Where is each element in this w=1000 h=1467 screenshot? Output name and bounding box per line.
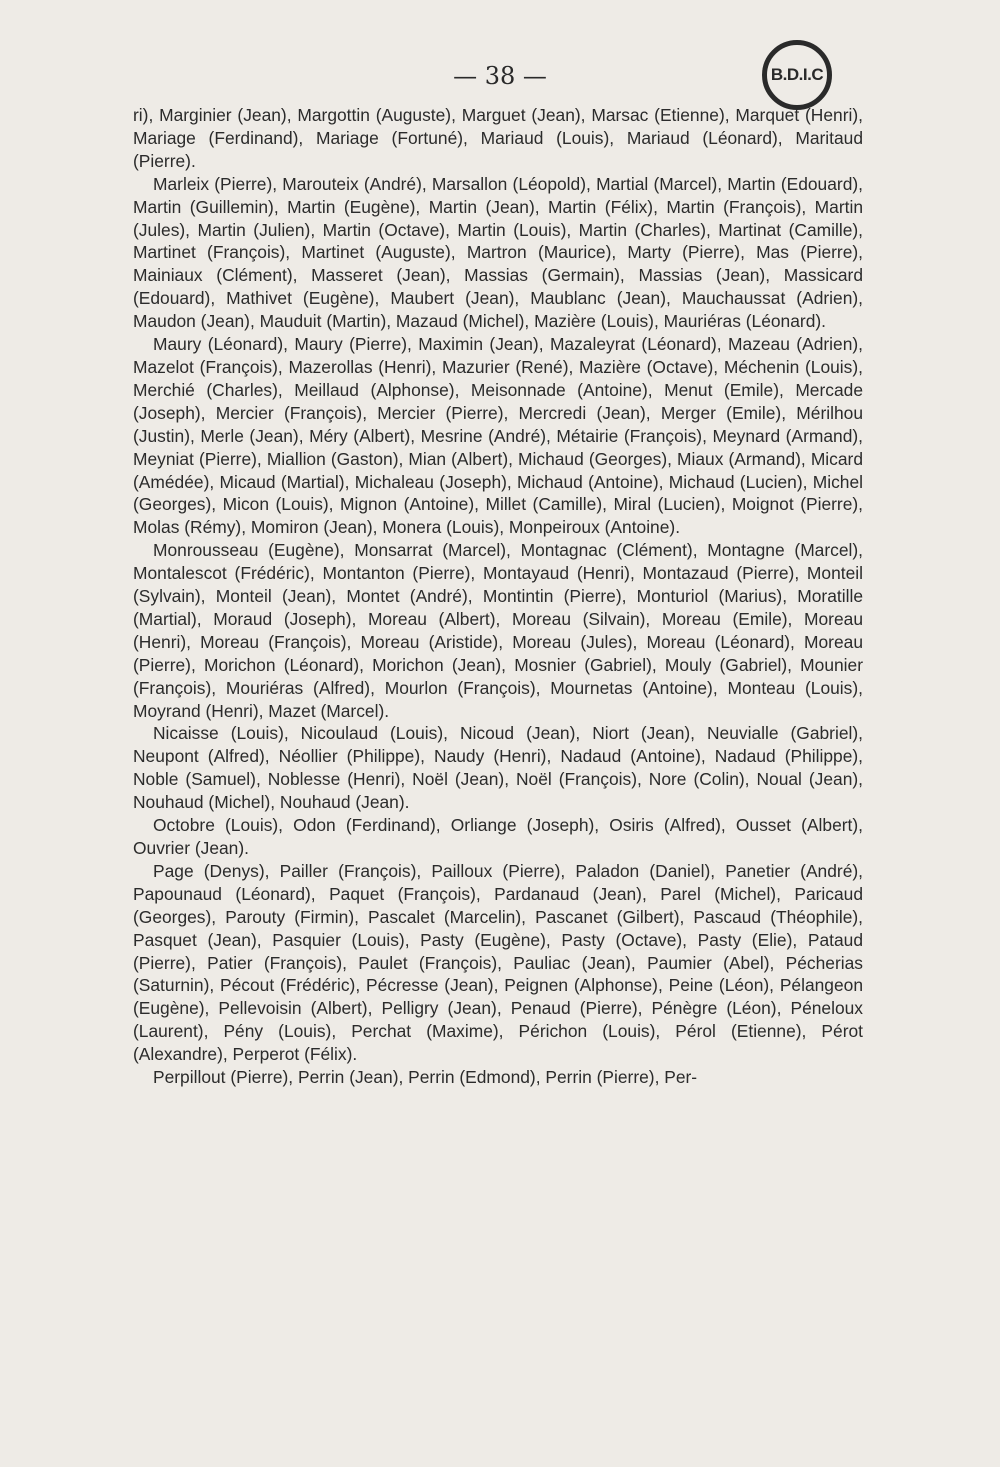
paragraph-pa-pe: Page (Denys), Pailler (François), Pailloux (Pierre), Paladon (Daniel), Panetier (André), Papounaud (Léonard), Paquet (François), Pardanaud (Jean), Parel (Michel), Paricaud (Georges), Parouty (Firmin), Pascalet (Marcelin), Pascanet (Gilbert), Pascaud (Théophile), Pasquet (Jean), Pasquier (Louis), Pasty (Eugène), Pasty (Octave), Pasty (Elie), Pataud (Pierre), Patier (François), Paulet (François), Pauliac (Jean), Paumier (Abel), Pécherias (Saturnin), Pécout (Frédéric), Pécresse (Jean), Peignen (Alphonse), Peine (Léon), Pélangeon (Eugène), Pellevoisin (Albert), Pelligry (Jean), Penaud (Pierre), Pénègre (Léon), Péneloux (Laurent), Pény (Louis), Perchat (Maxime), Périchon (Louis), Pérol (Etienne), Pérot (Alexandre), Perperot (Félix). — [133, 860, 863, 1065]
name-list-text — [133, 104, 863, 1089]
paragraph-mau-mi: Maury (Léonard), Maury (Pierre), Maximin (Jean), Mazaleyrat (Léonard), Mazeau (Adrien), Mazelot (François), Mazerollas (Henri), Mazurier (René), Mazière (Octave), Méchenin (Louis), Merchié (Charles), Meillaud (Alphonse), Meisonnade (Antoine), Menut (Emile), Mercade (Joseph), Mercier (François), Mercier (Pierre), Mercredi (Jean), Merger (Emile), Mérilhou (Justin), Merle (Jean), Méry (Albert), Mesrine (André), Métairie (François), Meynard (Armand), Meyniat (Pierre), Miallion (Gaston), Mian (Albert), Michaud (Georges), Miaux (Armand), Micard (Amédée), Micaud (Martial), Michaleau (Joseph), Michaud (Antoine), Michaud (Lucien), Michel (Georges), Micon (Louis), Mignon (Antoine), Millet (Camille), Miral (Lucien), Moignot (Pierre), Molas (Rémy), Momiron (Jean), Monera (Louis), Monpeiroux (Antoine). — [133, 334, 863, 538]
paragraph-o: Octobre (Louis), Odon (Ferdinand), Orliange (Joseph), Osiris (Alfred), Ousset (Albert), Ouvrier (Jean). — [133, 815, 863, 858]
paragraph-n: Nicaisse (Louis), Nicoulaud (Louis), Nicoud (Jean), Niort (Jean), Neuvialle (Gabriel), Neupont (Alfred), Néollier (Philippe), Naudy (Henri), Nadaud (Antoine), Nadaud (Philippe), Noble (Samuel), Noblesse (Henri), Noël (Jean), Noël (François), Nore (Colin), Noual (Jean), Nouhaud (Michel), Nouhaud (Jean). — [133, 723, 863, 813]
paragraph-perp: Perpillout (Pierre), Perrin (Jean), Perrin (Edmond), Perrin (Pierre), Per- — [153, 1067, 698, 1088]
paragraph-continuation: ri), Marginier (Jean), Margottin (Auguste), Marguet (Jean), Marsac (Etienne), Marquet (Henri), Mariage (Ferdinand), Mariage (Fortuné), Mariaud (Louis), Mariaud (Léonard), Maritaud (Pierre). — [133, 105, 863, 171]
paragraph-mo: Monrousseau (Eugène), Monsarrat (Marcel), Montagnac (Clément), Montagne (Marcel), Montalescot (Frédéric), Montanton (Pierre), Montayaud (Henri), Montazaud (Pierre), Monteil (Sylvain), Monteil (Jean), Montet (André), Montintin (Pierre), Monturiol (Marius), Moratille (Martial), Moraud (Joseph), Moreau (Albert), Moreau (Silvain), Moreau (Emile), Moreau (Henri), Moreau (François), Moreau (Aristide), Moreau (Jules), Moreau (Léonard), Moreau (Pierre), Morichon (Léonard), Morichon (Jean), Mosnier (Gabriel), Mouly (Gabriel), Mounier (François), Mouriéras (Alfred), Mourlon (François), Mournetas (Antoine), Monteau (Louis), Moyrand (Henri), Mazet (Marcel). — [133, 540, 863, 721]
page-number: — 38 — — [453, 62, 547, 90]
library-stamp: B.D.I.C — [762, 40, 832, 110]
paragraph-mar: Marleix (Pierre), Marouteix (André), Marsallon (Léopold), Martial (Marcel), Martin (Edouard), Martin (Guillemin), Martin (Eugène), Martin (Jean), Martin (Félix), Martin (François), Martin (Jules), Martin (Julien), Martin (Octave), Martin (Louis), Martin (Charles), Martinat (Camille), Martinet (François), Martinet (Auguste), Martron (Maurice), Marty (Pierre), Mas (Pierre), Mainiaux (Clément), Masseret (Jean), Massias (Germain), Massias (Jean), Massicard (Edouard), Mathivet (Eugène), Maubert (Jean), Maublanc (Jean), Mauchaussat (Adrien), Maudon (Jean), Mauduit (Martin), Mazaud (Michel), Mazière (Louis), Mauriéras (Léonard). — [133, 173, 863, 332]
